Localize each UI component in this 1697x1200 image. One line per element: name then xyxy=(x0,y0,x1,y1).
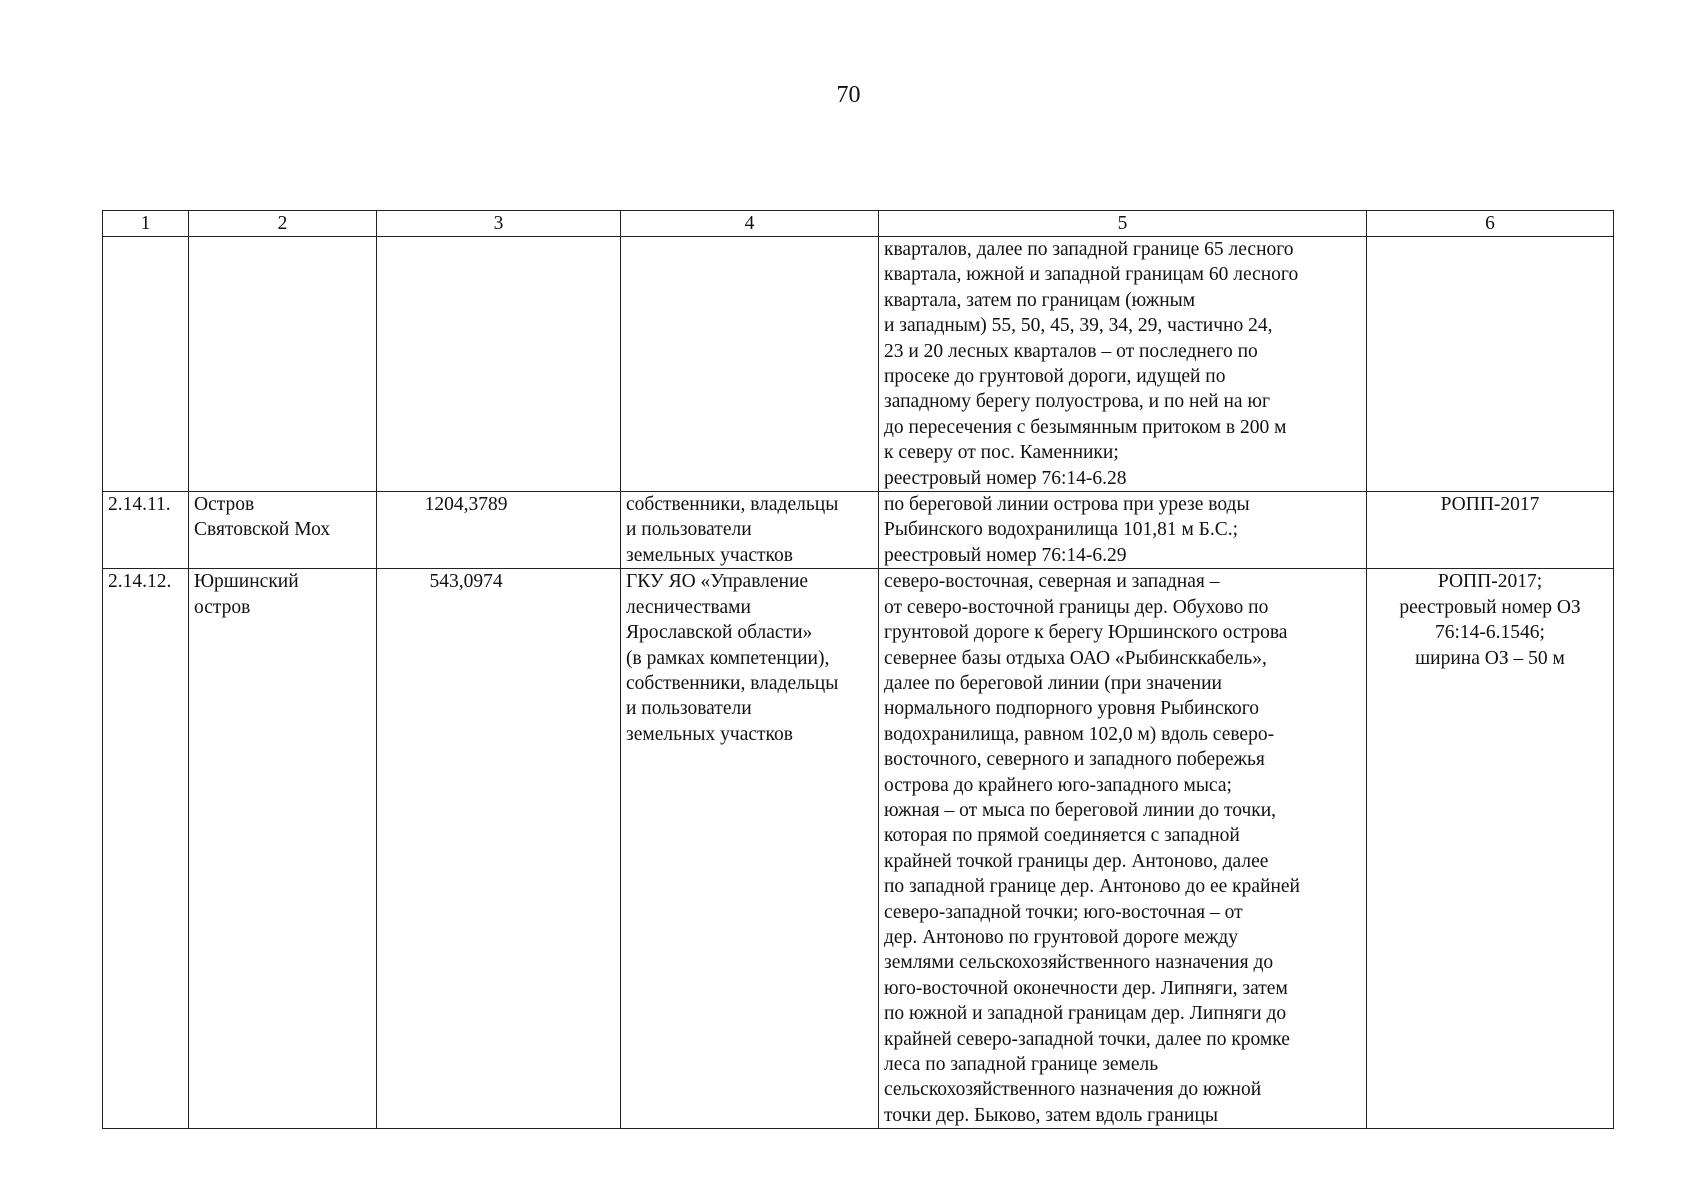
cell-line: которая по прямой соединяется с западной xyxy=(884,825,1240,847)
cell-line: водохранилища, равном 102,0 м) вдоль северо- xyxy=(884,723,1275,745)
boundary-description-cell xyxy=(879,492,1367,569)
cell-line: крайней северо-западной точки, далее по кромке xyxy=(884,1028,1290,1050)
area-cell: 543,0974 xyxy=(377,569,621,1129)
table-row xyxy=(103,492,1614,569)
cell-line: реестровый номер 76:14-6.28 xyxy=(884,467,1127,489)
cell-line: по береговой линии острова при урезе воды xyxy=(884,494,1250,516)
area-cell: 1204,3789 xyxy=(377,492,621,569)
cell-line: северо-восточная, северная и западная – xyxy=(884,571,1220,593)
row-number-cell: 2.14.12. xyxy=(103,569,189,1129)
cell-line: острова до крайнего юго-западного мыса; xyxy=(884,774,1232,796)
object-name-cell xyxy=(189,492,377,569)
cell-line: к северу от пос. Каменники; xyxy=(884,442,1119,464)
cell-line: Святовской Мох xyxy=(194,519,331,541)
table-row xyxy=(103,237,1614,492)
cell-line: леса по западной границе земель xyxy=(884,1054,1159,1075)
responsible-cell xyxy=(621,569,879,1129)
cell-line: ширина ОЗ – 50 м xyxy=(1415,647,1565,669)
cell-line: (в рамках компетенции), xyxy=(626,647,830,669)
cell-line: Ярославской области» xyxy=(626,622,813,644)
column-header-5: 5 xyxy=(879,211,1367,237)
column-header-4: 4 xyxy=(621,211,879,237)
cell-line: ГКУ ЯО «Управление xyxy=(626,571,809,593)
cell-line: Юршинский xyxy=(194,571,299,593)
cell-line: и западным) 55, 50, 45, 39, 34, 29, частично 24, xyxy=(884,315,1273,337)
source-cell xyxy=(1367,569,1614,1129)
column-header-3: 3 xyxy=(377,211,621,237)
cell-line: северо-западной точки; юго-восточная – от xyxy=(884,901,1243,923)
cell-line: восточного, северного и западного побережья xyxy=(884,749,1265,771)
cell-line: по южной и западной границам дер. Липняги до xyxy=(884,1003,1287,1025)
cell-line: по западной границе дер. Антоново до ее крайней xyxy=(884,876,1300,898)
cell-line: квартала, южной и западной границам 60 лесного xyxy=(884,264,1299,286)
cell-line: дер. Антоново по грунтовой дороге между xyxy=(884,926,1238,948)
cell-line: квартала, затем по границам (южным xyxy=(884,289,1196,311)
source-cell xyxy=(1367,492,1614,569)
cell-line: собственники, владельцы xyxy=(626,672,839,694)
object-name-cell xyxy=(189,569,377,1129)
cell-line: нормального подпорного уровня Рыбинского xyxy=(884,698,1260,720)
boundary-description-cell xyxy=(879,569,1367,1129)
cell-line: 76:14-6.1546; xyxy=(1435,622,1545,644)
cell-line: РОПП-2017 xyxy=(1440,494,1540,516)
object-name-cell xyxy=(189,237,377,492)
column-header-6: 6 xyxy=(1367,211,1614,237)
cell-line: лесничествами xyxy=(626,596,751,618)
area-cell xyxy=(377,237,621,492)
cell-line: точки дер. Быково, затем вдоль границы xyxy=(884,1104,1218,1126)
cell-line: севернее базы отдыха ОАО «Рыбинсккабель», xyxy=(884,647,1267,669)
table-header-row xyxy=(103,211,1614,237)
table-row xyxy=(103,569,1614,1129)
cell-line: и пользователи xyxy=(626,698,752,720)
cell-line: южная – от мыса по береговой линии до точки, xyxy=(884,799,1277,821)
cell-line: РОПП-2017; xyxy=(1437,571,1543,593)
row-number-cell: 2.14.11. xyxy=(103,492,189,569)
cell-line: остров xyxy=(194,596,251,618)
column-header-2: 2 xyxy=(189,211,377,237)
cell-line: 23 и 20 лесных кварталов – от последнего по xyxy=(884,340,1258,362)
cell-line: крайней точкой границы дер. Антоново, далее xyxy=(884,850,1269,872)
cell-line: земельных участков xyxy=(626,723,793,745)
cell-line: от северо-восточной границы дер. Обухово по xyxy=(884,596,1269,618)
source-cell xyxy=(1367,237,1614,492)
boundary-description-cell xyxy=(879,237,1367,492)
cell-line: собственники, владельцы xyxy=(626,494,839,516)
cell-line: просеке до грунтовой дороги, идущей по xyxy=(884,366,1226,388)
cell-line: земельных участков xyxy=(626,544,793,566)
cell-line: кварталов, далее по западной границе 65 лесного xyxy=(884,239,1294,260)
cell-line: далее по береговой линии (при значении xyxy=(884,672,1222,694)
column-header-1: 1 xyxy=(103,211,189,237)
cell-line: до пересечения с безымянным притоком в 200 м xyxy=(884,416,1287,438)
cell-line: реестровый номер ОЗ xyxy=(1399,596,1581,618)
responsible-cell xyxy=(621,237,879,492)
cell-line: Остров xyxy=(194,494,255,516)
page-number: 70 xyxy=(836,82,861,108)
cell-line: юго-восточной оконечности дер. Липняги, затем xyxy=(884,977,1288,999)
row-number-cell xyxy=(103,237,189,492)
cell-line: западному берегу полуострова, и по ней на юг xyxy=(884,391,1270,413)
document-table xyxy=(102,210,1614,1129)
responsible-cell xyxy=(621,492,879,569)
cell-line: землями сельскохозяйственного назначения до xyxy=(884,952,1274,974)
cell-line: и пользователи xyxy=(626,519,752,541)
cell-line: Рыбинского водохранилища 101,81 м Б.С.; xyxy=(884,519,1239,541)
cell-line: грунтовой дороге к берегу Юршинского острова xyxy=(884,622,1288,644)
cell-line: реестровый номер 76:14-6.29 xyxy=(884,544,1127,566)
cell-line: сельскохозяйственного назначения до южной xyxy=(884,1079,1262,1101)
